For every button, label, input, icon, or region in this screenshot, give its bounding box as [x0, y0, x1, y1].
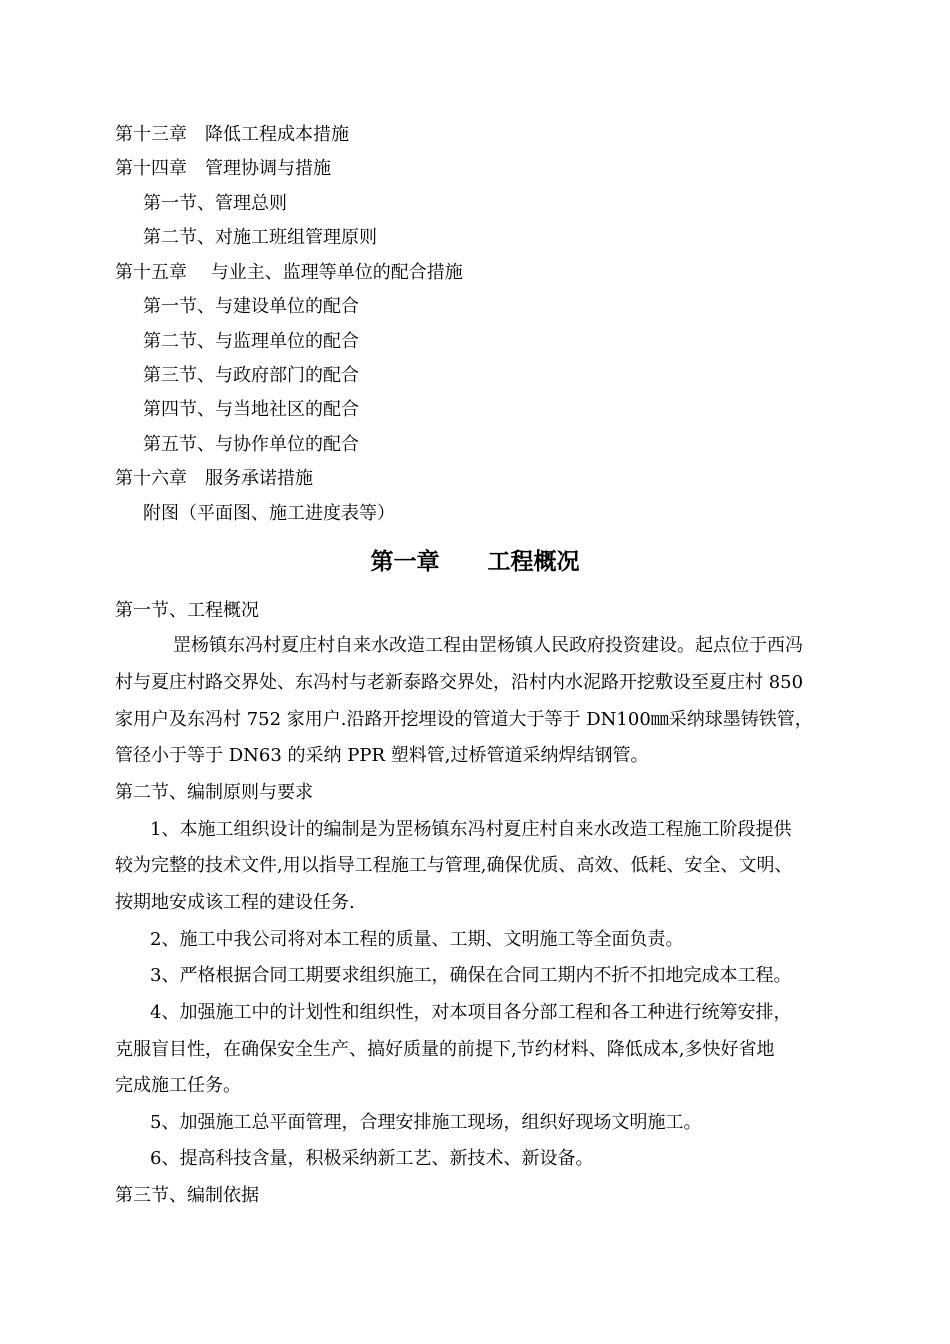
section-2-item-1-line-2: 较为完整的技术文件,用以指导工程施工与管理,确保优质、高效、低耗、安全、文明、: [115, 855, 793, 876]
chapter-title: 第一章 工程概况: [370, 549, 580, 575]
section-2-item-4-line-2: 克服盲目性，在确保安全生产、搞好质量的前提下,节约材料、降低成本,多快好省地: [115, 1039, 775, 1060]
toc-section-15-1: 第一节、与建设单位的配合: [143, 296, 359, 317]
toc-chapter-13: 第十三章 降低工程成本措施: [115, 124, 349, 145]
section-2-heading: 第二节、编制原则与要求: [115, 782, 313, 803]
toc-section-15-5: 第五节、与协作单位的配合: [143, 434, 359, 455]
toc-chapter-15: 第十五章 与业主、监理等单位的配合措施: [115, 262, 463, 283]
section-2-item-1-line-3: 按期地安成该工程的建设任务.: [115, 892, 355, 913]
toc-section-14-2: 第二节、对施工班组管理原则: [143, 227, 377, 248]
toc-appendix: 附图（平面图、施工进度表等）: [143, 503, 395, 524]
section-2-item-5: 5、加强施工总平面管理，合理安排施工现场，组织好现场文明施工。: [150, 1112, 702, 1133]
toc-chapter-14: 第十四章 管理协调与措施: [115, 158, 331, 179]
section-1-line-2: 村与夏庄村路交界处、东冯村与老新泰路交界处，沿村内水泥路开挖敷设至夏庄村 850: [115, 672, 804, 693]
section-1-line-4: 管径小于等于 DN63 的采纳 PPR 塑料管,过桥管道采纳焊结钢管。: [115, 745, 649, 766]
section-1-heading: 第一节、工程概况: [115, 600, 259, 621]
toc-section-14-1: 第一节、管理总则: [143, 193, 287, 214]
section-3-heading: 第三节、编制依据: [115, 1185, 259, 1206]
section-2-item-4-line-1: 4、加强施工中的计划性和组织性，对本项目各分部工程和各工种进行统筹安排，: [150, 1002, 792, 1023]
section-2-item-3: 3、严格根据合同工期要求组织施工，确保在合同工期内不折不扣地完成本工程。: [150, 965, 792, 986]
section-2-item-2: 2、施工中我公司将对本工程的质量、工期、文明施工等全面负责。: [150, 929, 684, 950]
toc-section-15-4: 第四节、与当地社区的配合: [143, 399, 359, 420]
toc-section-15-2: 第二节、与监理单位的配合: [143, 331, 359, 352]
section-1-line-1: 罡杨镇东冯村夏庄村自来水改造工程由罡杨镇人民政府投资建设。起点位于西冯: [173, 635, 803, 656]
section-2-item-1-line-1: 1、本施工组织设计的编制是为罡杨镇东冯村夏庄村自来水改造工程施工阶段提供: [150, 819, 792, 840]
section-2-item-4-line-3: 完成施工任务。: [115, 1075, 241, 1096]
section-2-item-6: 6、提高科技含量，积极采纳新工艺、新技术、新设备。: [150, 1148, 594, 1169]
toc-section-15-3: 第三节、与政府部门的配合: [143, 365, 359, 386]
section-1-line-3: 家用户及东冯村 752 家用户.沿路开挖埋设的管道大于等于 DN100㎜采纳球墨铸铁管，: [115, 709, 813, 730]
toc-chapter-16: 第十六章 服务承诺措施: [115, 468, 313, 489]
